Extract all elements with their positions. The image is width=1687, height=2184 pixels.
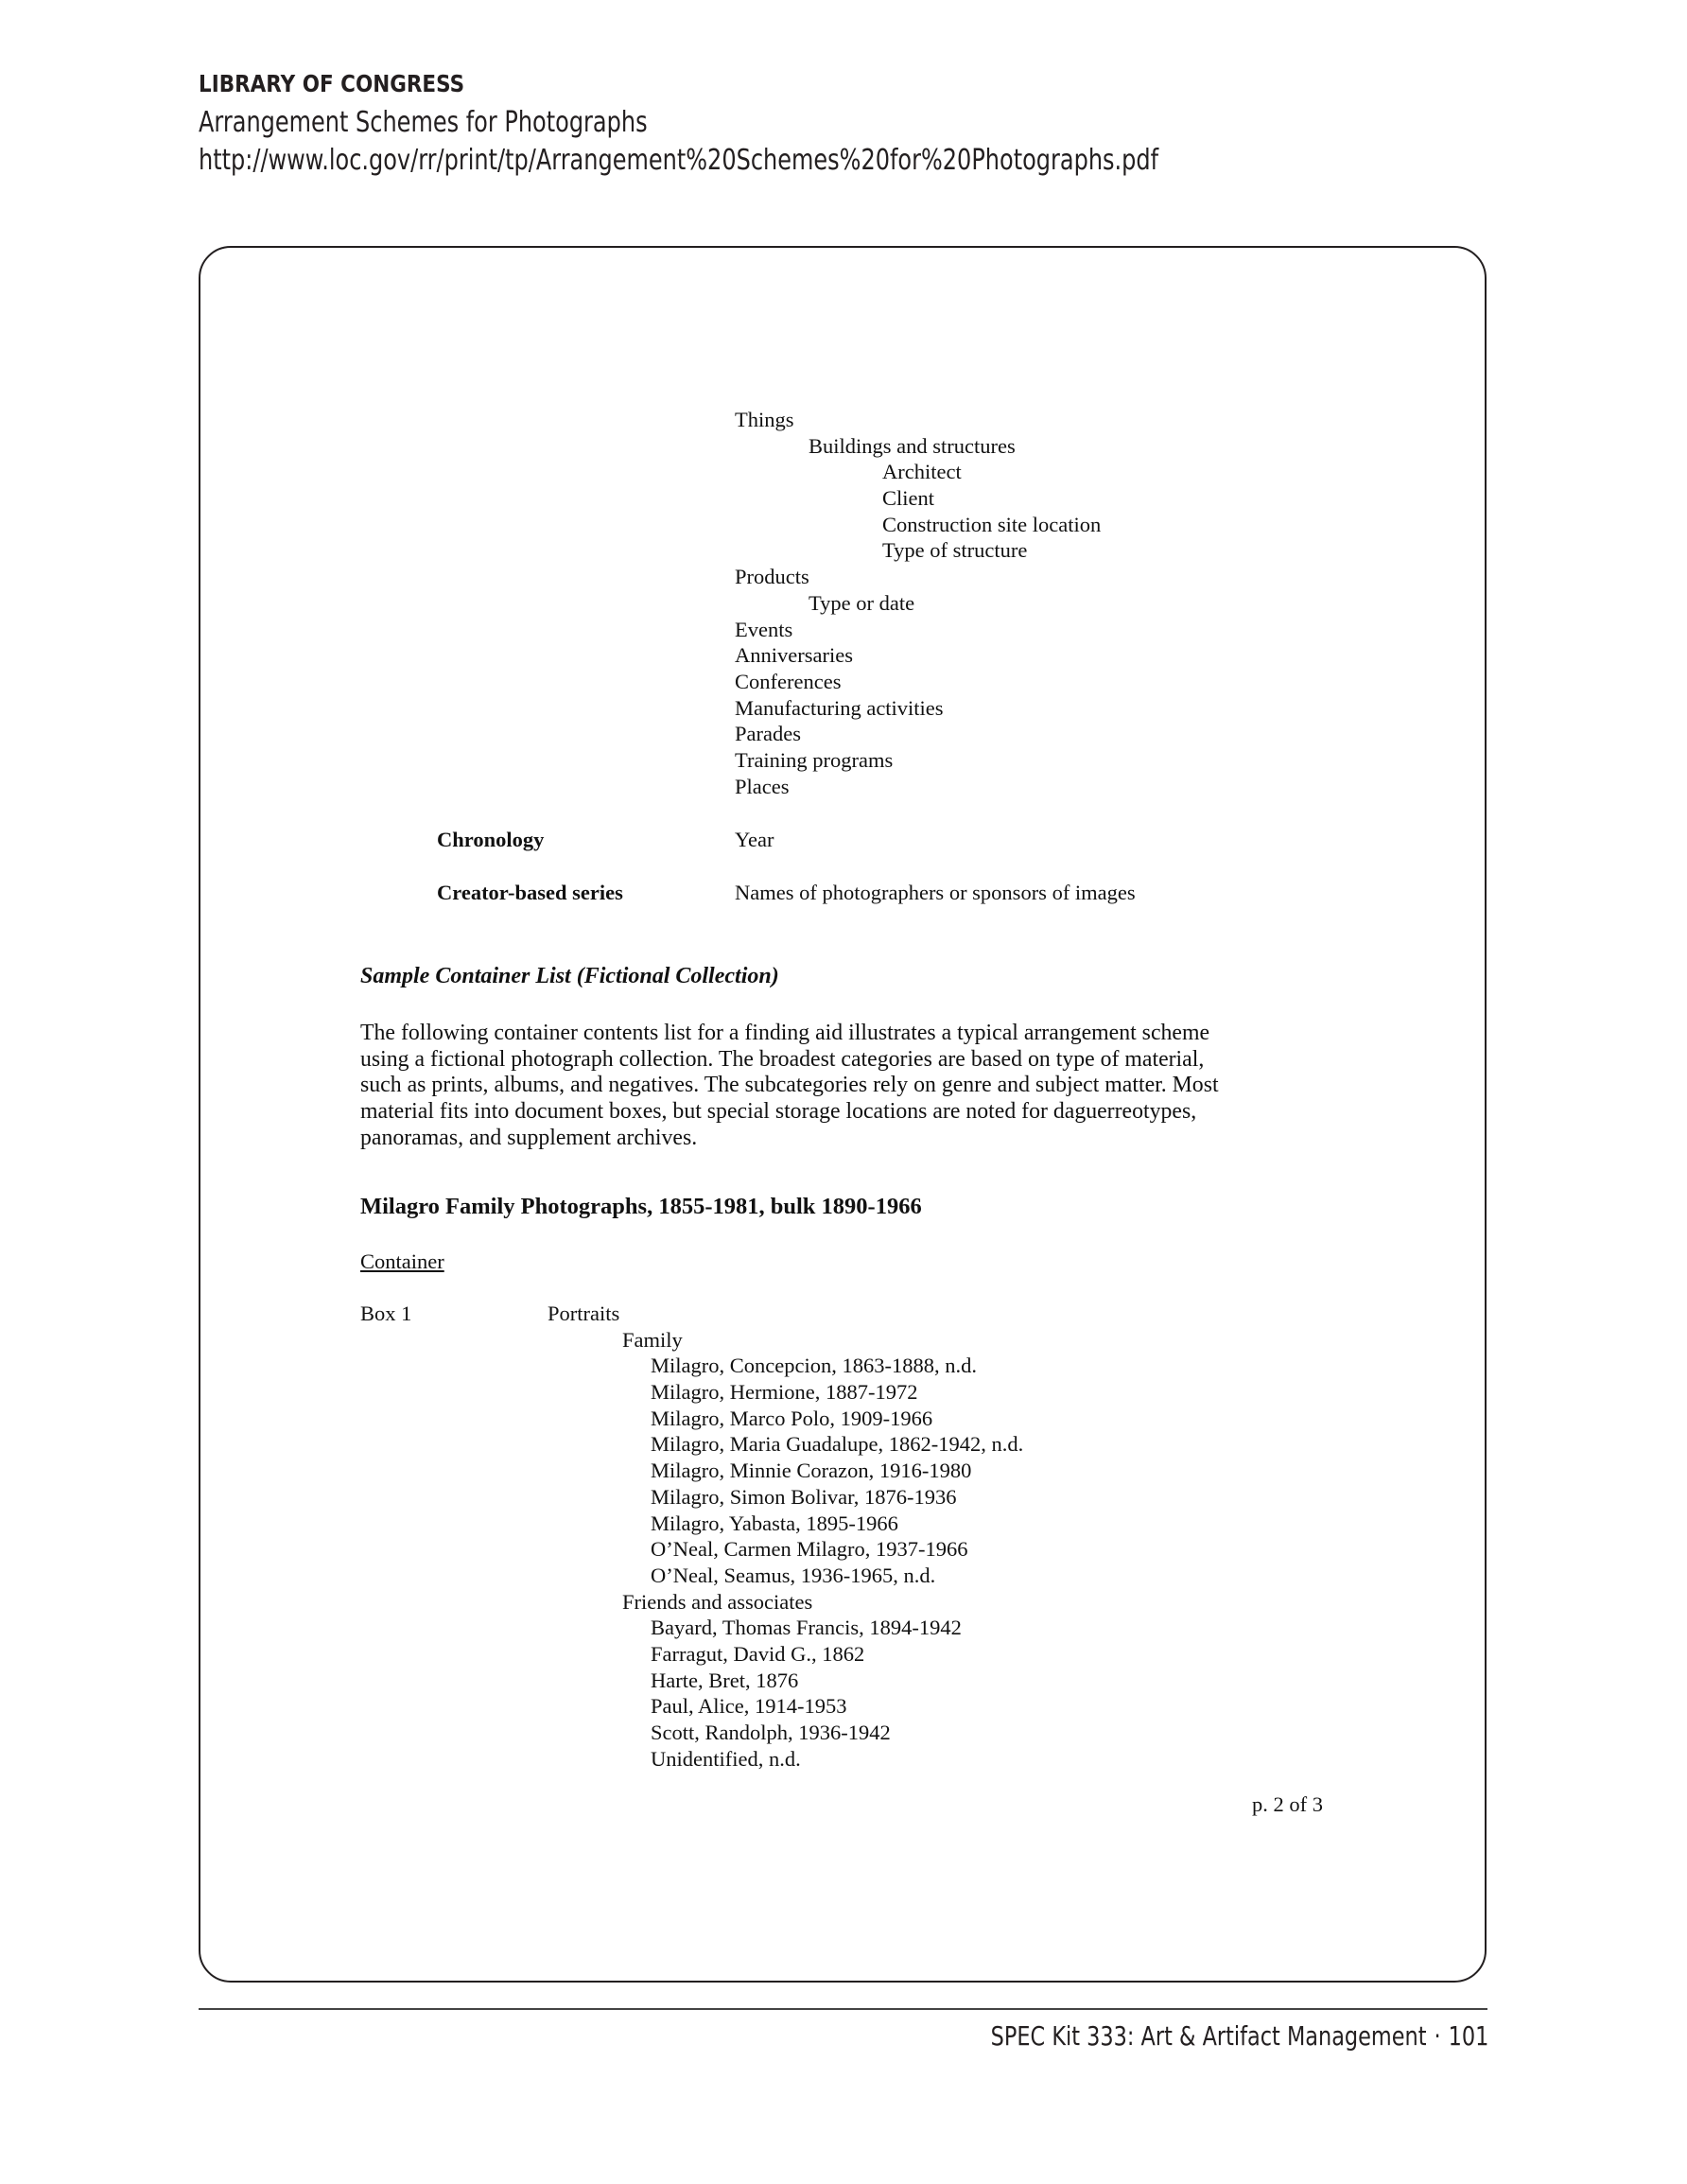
scheme-item: Manufacturing activities bbox=[735, 695, 944, 720]
scheme-item: Architect bbox=[882, 460, 962, 484]
family-member-item: Milagro, Marco Polo, 1909-1966 bbox=[651, 1406, 933, 1430]
header-source-url: http://www.loc.gov/rr/print/tp/Arrangement%20Schemes%20for%20Photographs.pdf bbox=[199, 144, 1159, 177]
footer-publication: SPEC Kit 333: Art & Artifact Management bbox=[990, 2020, 1427, 2052]
intro-line: such as prints, albums, and negatives. The subcategories rely on genre and subject matter. Most bbox=[360, 1073, 1219, 1098]
intro-line: The following container contents list for a finding aid illustrates a typical arrangement scheme bbox=[360, 1021, 1210, 1045]
intro-line: using a fictional photograph collection. The broadest categories are based on type of material, bbox=[360, 1046, 1205, 1072]
page-count: p. 2 of 3 bbox=[1252, 1792, 1323, 1816]
friend-item: Paul, Alice, 1914-1953 bbox=[651, 1694, 847, 1719]
box-label: Box 1 bbox=[360, 1302, 412, 1325]
family-member-item: Milagro, Hermione, 1887-1972 bbox=[651, 1380, 918, 1405]
scheme-item: Places bbox=[735, 774, 790, 798]
header-document-title: Arrangement Schemes for Photographs bbox=[199, 106, 648, 139]
header-organization: LIBRARY OF CONGRESS bbox=[199, 70, 465, 97]
collection-title: Milagro Family Photographs, 1855-1981, bulk 1890-1966 bbox=[360, 1194, 922, 1219]
intro-line: panoramas, and supplement archives. bbox=[360, 1125, 698, 1150]
scheme-item: Client bbox=[882, 486, 934, 511]
intro-paragraph bbox=[360, 1021, 1325, 1152]
family-member-item: Milagro, Simon Bolivar, 1876-1936 bbox=[651, 1484, 957, 1509]
scheme-item: Conferences bbox=[735, 669, 842, 693]
friend-item: Scott, Randolph, 1936-1942 bbox=[651, 1721, 891, 1744]
scheme-item: Type or date bbox=[809, 590, 915, 615]
subseries-friends: Friends and associates bbox=[622, 1589, 813, 1614]
family-member-item: O’Neal, Seamus, 1936-1965, n.d. bbox=[651, 1563, 936, 1587]
friend-item: Unidentified, n.d. bbox=[651, 1746, 801, 1771]
scheme-item: Buildings and structures bbox=[809, 433, 1016, 458]
intro-line: material fits into document boxes, but special storage locations are noted for daguerreotypes, bbox=[360, 1099, 1197, 1125]
chronology-label: Chronology bbox=[437, 828, 545, 851]
scheme-item: Anniversaries bbox=[735, 643, 853, 668]
creator-series-value: Names of photographers or sponsors of images bbox=[735, 881, 1136, 904]
scheme-item: Events bbox=[735, 617, 793, 641]
scheme-item: Parades bbox=[735, 722, 801, 746]
subseries-family: Family bbox=[622, 1327, 683, 1352]
subject-scheme-list bbox=[735, 407, 1101, 799]
family-member-item: Milagro, Yabasta, 1895-1966 bbox=[651, 1511, 898, 1535]
family-member-item: Milagro, Minnie Corazon, 1916-1980 bbox=[651, 1459, 972, 1483]
container-column-label: Container bbox=[360, 1249, 444, 1273]
footer-page-number: 101 bbox=[1448, 2020, 1488, 2052]
series-label: Portraits bbox=[548, 1302, 620, 1325]
friend-item: Farragut, David G., 1862 bbox=[651, 1641, 865, 1666]
scheme-item: Type of structure bbox=[882, 538, 1028, 563]
scheme-item: Construction site location bbox=[882, 512, 1102, 536]
scheme-item: Things bbox=[735, 408, 794, 431]
family-member-item: Milagro, Concepcion, 1863-1888, n.d. bbox=[651, 1354, 977, 1378]
section-heading: Sample Container List (Fictional Collection) bbox=[360, 964, 779, 988]
scheme-item: Products bbox=[735, 565, 809, 589]
creator-series-label: Creator-based series bbox=[437, 881, 623, 904]
scheme-item: Training programs bbox=[735, 747, 894, 772]
friend-item: Bayard, Thomas Francis, 1894-1942 bbox=[651, 1616, 962, 1640]
family-member-item: Milagro, Maria Guadalupe, 1862-1942, n.d. bbox=[651, 1432, 1024, 1457]
footer-separator: · bbox=[1434, 2020, 1441, 2052]
footer-divider bbox=[199, 2008, 1487, 2010]
chronology-value: Year bbox=[735, 828, 774, 851]
footer bbox=[990, 2020, 1488, 2052]
family-member-item: O’Neal, Carmen Milagro, 1937-1966 bbox=[651, 1537, 968, 1562]
friend-item: Harte, Bret, 1876 bbox=[651, 1668, 799, 1692]
